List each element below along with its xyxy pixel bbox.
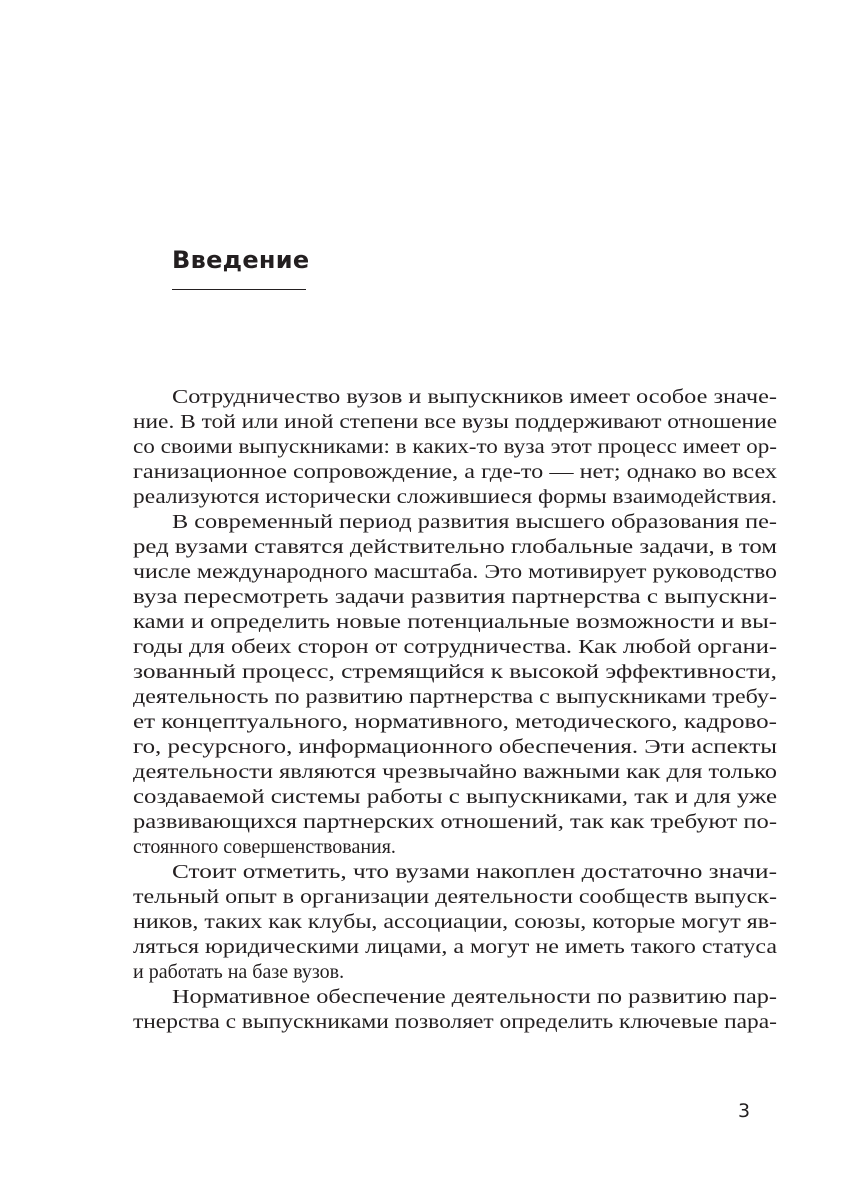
text-line	[133, 835, 777, 860]
text-line-content: ками и определить новые потенциальные возможности и вы-	[133, 611, 777, 633]
text-line-content: вуза пересмотреть задачи развития партнерства с выпускни-	[133, 586, 777, 608]
text-line	[133, 660, 777, 685]
text-line	[133, 535, 777, 560]
text-line	[133, 560, 777, 585]
text-line-content: тельный опыт в организации деятельности сообществ выпуск-	[133, 886, 777, 908]
text-line	[133, 760, 777, 785]
body-text	[133, 385, 777, 1035]
text-line	[133, 685, 777, 710]
text-line-content: стоянного совершенствования.	[133, 836, 396, 858]
text-line-content: ганизационное сопровождение, а где-то — нет; однако во всех	[133, 461, 777, 483]
text-line-content: Стоит отметить, что вузами накоплен достаточно значи-	[172, 861, 777, 883]
text-line-content: деятельность по развитию партнерства с выпускниками требу-	[133, 686, 777, 708]
text-line	[133, 385, 777, 410]
heading-underline	[172, 289, 306, 290]
text-line-content: ет концептуального, нормативного, методического, кадрово-	[133, 711, 777, 733]
text-line-content: создаваемой системы работы с выпускниками, так и для уже	[133, 786, 777, 808]
text-line	[133, 510, 777, 535]
text-line	[133, 785, 777, 810]
text-line-content: В современный период развития высшего образования пе-	[172, 511, 777, 533]
text-line-content: ляться юридическими лицами, а могут не иметь такого статуса	[133, 936, 777, 958]
text-line-content: зованный процесс, стремящийся к высокой эффективности,	[133, 661, 777, 683]
text-line-content: ников, таких как клубы, ассоциации, союзы, которые могут яв-	[133, 911, 777, 933]
section-heading: Введение	[172, 246, 310, 274]
text-line-content: тнерства с выпускниками позволяет определить ключевые пара-	[133, 1011, 777, 1033]
text-line-content: го, ресурсного, информационного обеспечения. Эти аспекты	[133, 736, 777, 758]
text-line	[133, 810, 777, 835]
text-line-content: ние. В той или иной степени все вузы поддерживают отношение	[133, 411, 777, 433]
text-line-content: деятельности являются чрезвычайно важными как для только	[133, 761, 777, 783]
text-line	[133, 435, 777, 460]
text-line	[133, 960, 777, 985]
text-line	[133, 910, 777, 935]
text-line-content: годы для обеих сторон от сотрудничества. Как любой органи-	[133, 636, 777, 658]
text-line-content: и работать на базе вузов.	[133, 961, 345, 983]
text-line	[133, 935, 777, 960]
text-line-content: Сотрудничество вузов и выпускников имеет особое значе-	[172, 386, 777, 408]
text-line	[133, 985, 777, 1010]
text-line	[133, 710, 777, 735]
text-line	[133, 460, 777, 485]
text-line-content: ред вузами ставятся действительно глобальные задачи, в том	[133, 536, 777, 558]
text-line	[133, 885, 777, 910]
text-line-content: развивающихся партнерских отношений, так как требуют по-	[133, 811, 777, 833]
text-line	[133, 860, 777, 885]
text-line	[133, 410, 777, 435]
text-line	[133, 485, 777, 510]
text-line-content: со своими выпускниками: в каких-то вуза этот процесс имеет ор-	[133, 436, 777, 458]
text-line	[133, 585, 777, 610]
text-line-content: Нормативное обеспечение деятельности по развитию пар-	[172, 986, 777, 1008]
page-number: 3	[738, 1100, 751, 1122]
text-line	[133, 610, 777, 635]
text-line	[133, 635, 777, 660]
text-line	[133, 735, 777, 760]
text-line	[133, 1010, 777, 1035]
text-line-content: числе международного масштаба. Это мотивирует руководство	[133, 561, 777, 583]
text-line-content: реализуются исторически сложившиеся формы взаимодействия.	[133, 486, 777, 508]
